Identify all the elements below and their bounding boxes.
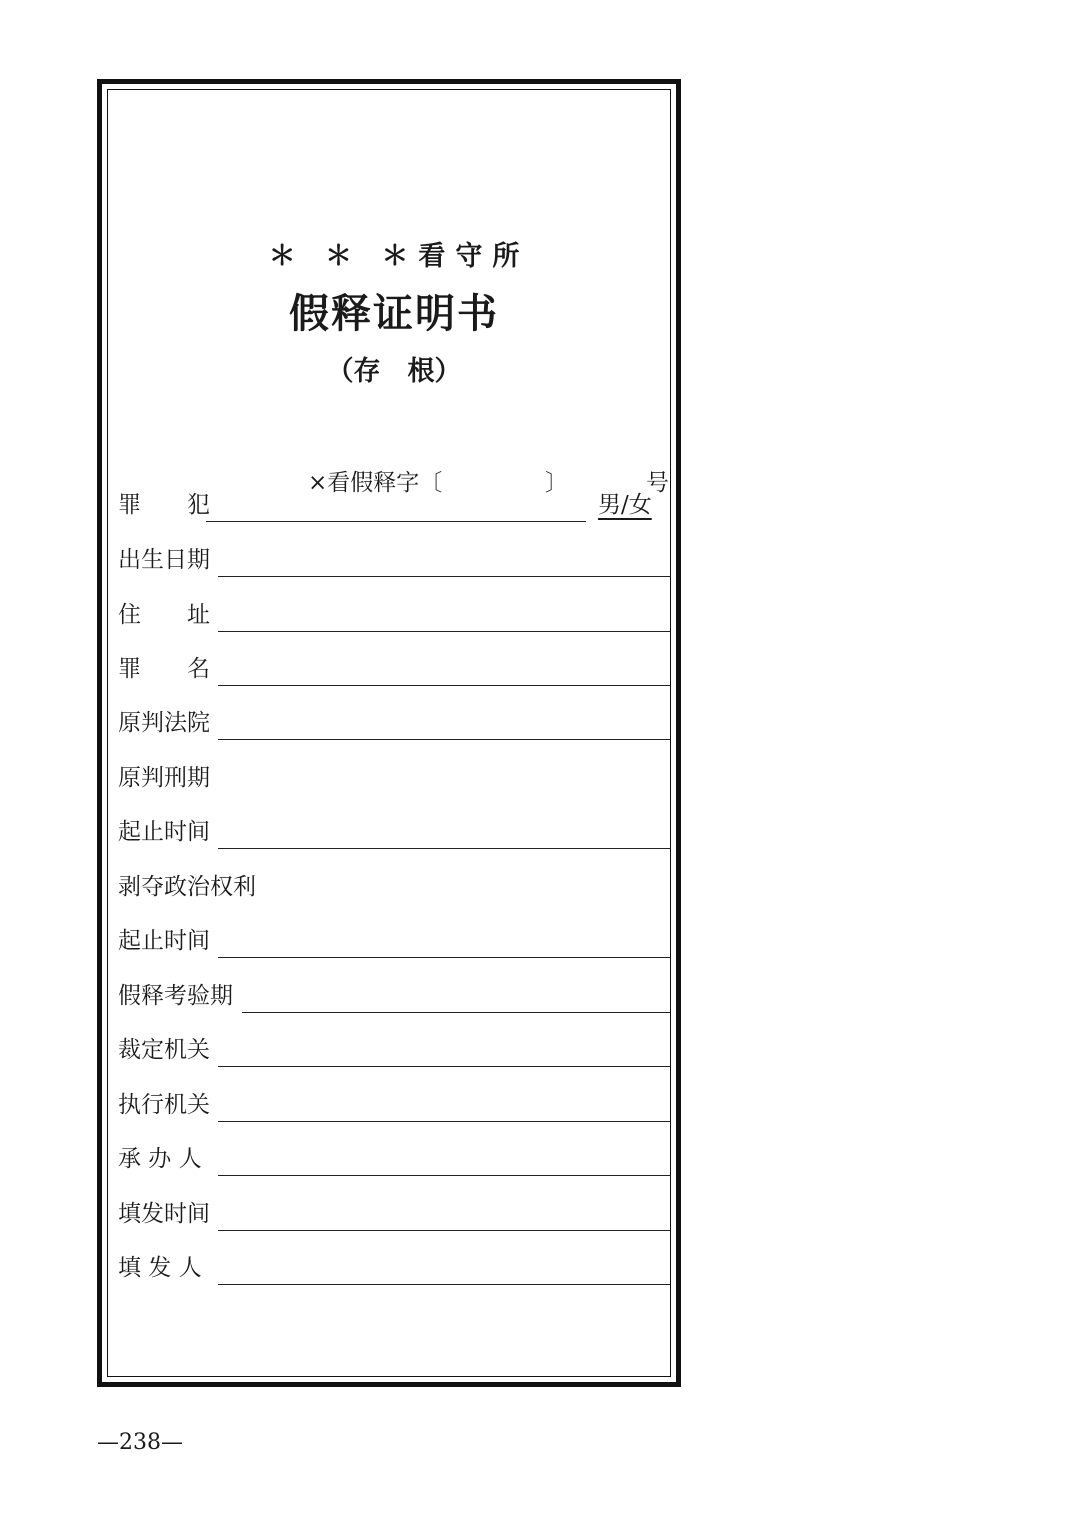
field-label: 起止时间 <box>118 819 210 845</box>
form-title: 假释证明书 <box>289 290 499 337</box>
field-criminal-line[interactable] <box>206 521 586 522</box>
field-rights-period-line[interactable] <box>218 957 670 958</box>
detention-center-name: ＊ ＊ ＊看守所 <box>268 241 530 272</box>
field-label: 起止时间 <box>118 928 210 954</box>
field-political-rights <box>118 870 672 904</box>
field-label: 填发时间 <box>118 1201 210 1227</box>
field-parole-probation-line[interactable] <box>242 1012 670 1013</box>
field-label: 罪 犯 <box>118 492 210 518</box>
field-issuer-line[interactable] <box>218 1284 670 1285</box>
field-address-line[interactable] <box>218 631 670 632</box>
field-sentence-period-line[interactable] <box>218 848 670 849</box>
field-handler-line[interactable] <box>218 1175 670 1176</box>
field-issuer <box>118 1251 672 1285</box>
field-crime-line[interactable] <box>218 685 670 686</box>
field-handler <box>118 1142 672 1176</box>
field-address <box>118 598 672 632</box>
field-birth-date-line[interactable] <box>218 576 670 577</box>
field-original-court <box>118 706 672 740</box>
field-parole-probation <box>118 979 672 1013</box>
field-label: 假释考验期 <box>118 983 233 1009</box>
field-sentence-period <box>118 815 672 849</box>
doc-number-suffix: 号 <box>646 470 669 496</box>
field-crime <box>118 652 672 686</box>
field-label: 填 发 人 <box>118 1255 202 1281</box>
field-issue-date <box>118 1197 672 1231</box>
field-label: 罪 名 <box>118 656 210 682</box>
field-ruling-authority-line[interactable] <box>218 1066 670 1067</box>
field-original-sentence <box>118 761 672 795</box>
form-border <box>97 79 681 1387</box>
field-label: 裁定机关 <box>118 1037 210 1063</box>
doc-number-bracket-close: 〕 <box>545 470 568 496</box>
field-issue-date-line[interactable] <box>218 1230 670 1231</box>
field-original-court-line[interactable] <box>218 739 670 740</box>
form-subtitle: （存 根） <box>326 356 462 387</box>
field-label: 原判刑期 <box>118 765 210 791</box>
field-executing-authority <box>118 1088 672 1122</box>
field-rights-period <box>118 924 672 958</box>
doc-number-prefix: ×看假释字〔 <box>308 470 443 496</box>
field-label: 剥夺政治权利 <box>118 874 256 900</box>
field-label: 执行机关 <box>118 1092 210 1118</box>
field-label: 原判法院 <box>118 710 210 736</box>
field-birth-date <box>118 543 672 577</box>
field-ruling-authority <box>118 1033 672 1067</box>
field-executing-authority-line[interactable] <box>218 1121 670 1122</box>
field-criminal <box>118 488 668 522</box>
field-label: 住 址 <box>118 602 210 628</box>
field-label: 出生日期 <box>118 547 210 573</box>
field-label: 承 办 人 <box>118 1146 202 1172</box>
page-number: —238— <box>97 1430 183 1455</box>
sex-option[interactable]: 男/女 <box>598 492 652 518</box>
